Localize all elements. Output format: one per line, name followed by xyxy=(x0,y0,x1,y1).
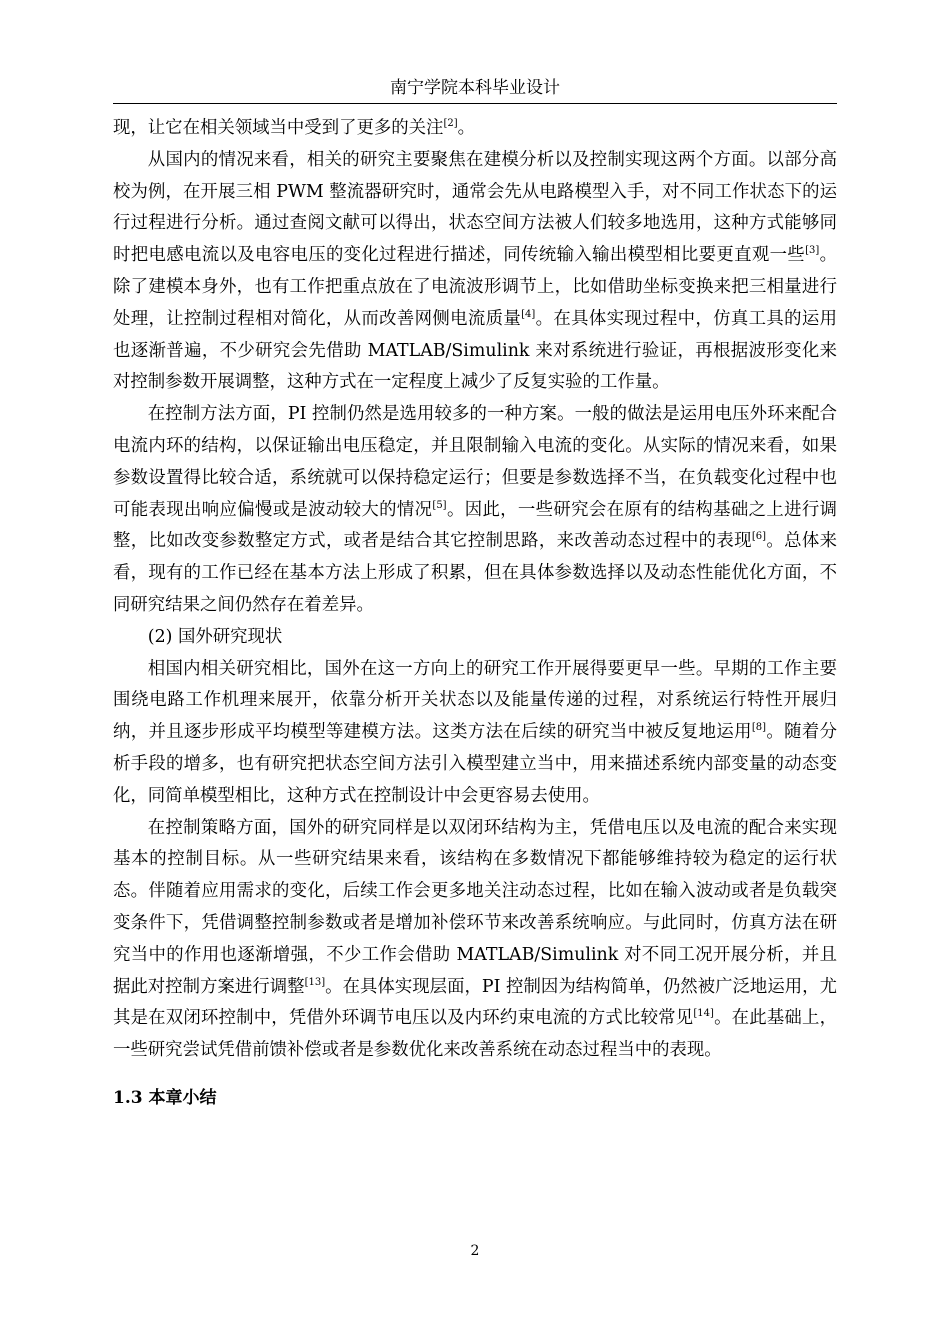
paragraph-3 xyxy=(113,399,837,622)
paragraph-2 xyxy=(113,145,837,399)
paragraph-text: 。随着分析手段的增多，也有研究把状态空间方法引入模型建立当中，用来描述系统内部变量的动态变化，同简单模型相比，这种方式在控制设计中会更容易去使用。 xyxy=(113,722,837,806)
paragraph-text: 在控制方法方面，PI 控制仍然是选用较多的一种方案。一般的做法是运用电压外环来配合电流内环的结构，以保证输出电压稳定，并且限制输入电流的变化。从实际的情况来看，如果参数设置得比较合适，系统就可以保持稳定运行；但要是参数选择不当，在负载变化过程中也可能表现出响应偏慢或是波动较大的情况 xyxy=(113,404,837,520)
citation: [4] xyxy=(521,308,536,320)
citation: [13] xyxy=(304,976,326,988)
citation: [5] xyxy=(432,499,447,511)
paragraph-text: 。总体来看，现有的工作已经在基本方法上形成了积累，但在具体参数选择以及动态性能优化方面，不同研究结果之间仍然存在着差异。 xyxy=(113,531,837,615)
paragraph-text: 在控制策略方面，国外的研究同样是以双闭环结构为主，凭借电压以及电流的配合来实现基本的控制目标。从一些研究结果来看，该结构在多数情况下都能够维持较为稳定的运行状态。伴随着应用需求的变化，后续工作会更多地关注动态过程，比如在输入波动或者是负载突变条件下，凭借调整控制参数或者是增加补偿环节来改善系统响应。与此同时，仿真方法在研究当中的作用也逐渐增强，不少工作会借助 MATLAB/Simulink 对不同工况开展分析，并且据此对控制方案进行调整 xyxy=(113,817,837,997)
subheading: (2) 国外研究现状 xyxy=(147,626,283,647)
paragraph-4 xyxy=(113,654,837,813)
page-number: 2 xyxy=(470,1243,480,1259)
paragraph-text: 现，让它在相关领域当中受到了更多的关注 xyxy=(113,118,444,138)
body-text xyxy=(113,113,837,1115)
citation: [2] xyxy=(443,118,458,130)
citation: [14] xyxy=(693,1008,714,1020)
paragraph-text: 相国内相关研究相比，国外在这一方向上的研究工作开展得要更早一些。早期的工作主要围绕电路工作机理来展开，依靠分析开关状态以及能量传递的过程，对系统运行特性开展归纳，并且逐步形成平均模型等建模方法。这类方法在后续的研究当中被反复地运用 xyxy=(113,658,837,743)
paragraph-text: 。在具体实现过程中，仿真工具的运用也逐渐普遍，不少研究会先借助 MATLAB/Simulink 来对系统进行验证，再根据波形变化来对控制参数开展调整，这种方式在一定程度上减少了反复实验的工作量。 xyxy=(113,308,837,393)
page-header: 南宁学院本科毕业设计 xyxy=(390,78,560,98)
paragraph-text: 从国内的情况来看，相关的研究主要聚焦在建模分析以及控制实现这两个方面。以部分高校为例，在开展三相 PWM 整流器研究时，通常会先从电路模型入手，对不同工作状态下的运行过程进行分析。通过查阅文献可以得出，状态空间方法被人们较多地选用，这种方式能够同时把电感电流以及电容电压的变化过程进行描述，同传统输入输出模型相比要更直观一些 xyxy=(113,149,837,266)
paragraph-1 xyxy=(113,113,837,145)
paragraph-text: 。在具体实现层面，PI 控制因为结构简单，仍然被广泛地运用，尤其是在双闭环控制中，凭借外环调节电压以及内环约束电流的方式比较常见 xyxy=(113,976,837,1029)
citation: [8] xyxy=(751,722,766,734)
paragraph-text: 。在此基础上，一些研究尝试凭借前馈补偿或者是参数优化来改善系统在动态过程当中的表现。 xyxy=(113,1008,837,1061)
header-rule xyxy=(113,103,837,104)
citation: [3] xyxy=(805,245,820,257)
paragraph-text: 。除了建模本身外，也有工作把重点放在了电流波形调节上，比如借助坐标变换来把三相量进行处理，让控制过程相对简化，从而改善网侧电流质量 xyxy=(113,245,837,329)
paragraph-text: 。 xyxy=(457,118,476,138)
paragraph-text: 。因此，一些研究会在原有的结构基础之上进行调整，比如改变参数整定方式，或者是结合其它控制思路，来改善动态过程中的表现 xyxy=(113,499,837,552)
paragraph-5 xyxy=(113,813,837,1067)
citation: [6] xyxy=(751,531,766,543)
section-heading: 1.3 本章小结 xyxy=(113,1087,217,1108)
